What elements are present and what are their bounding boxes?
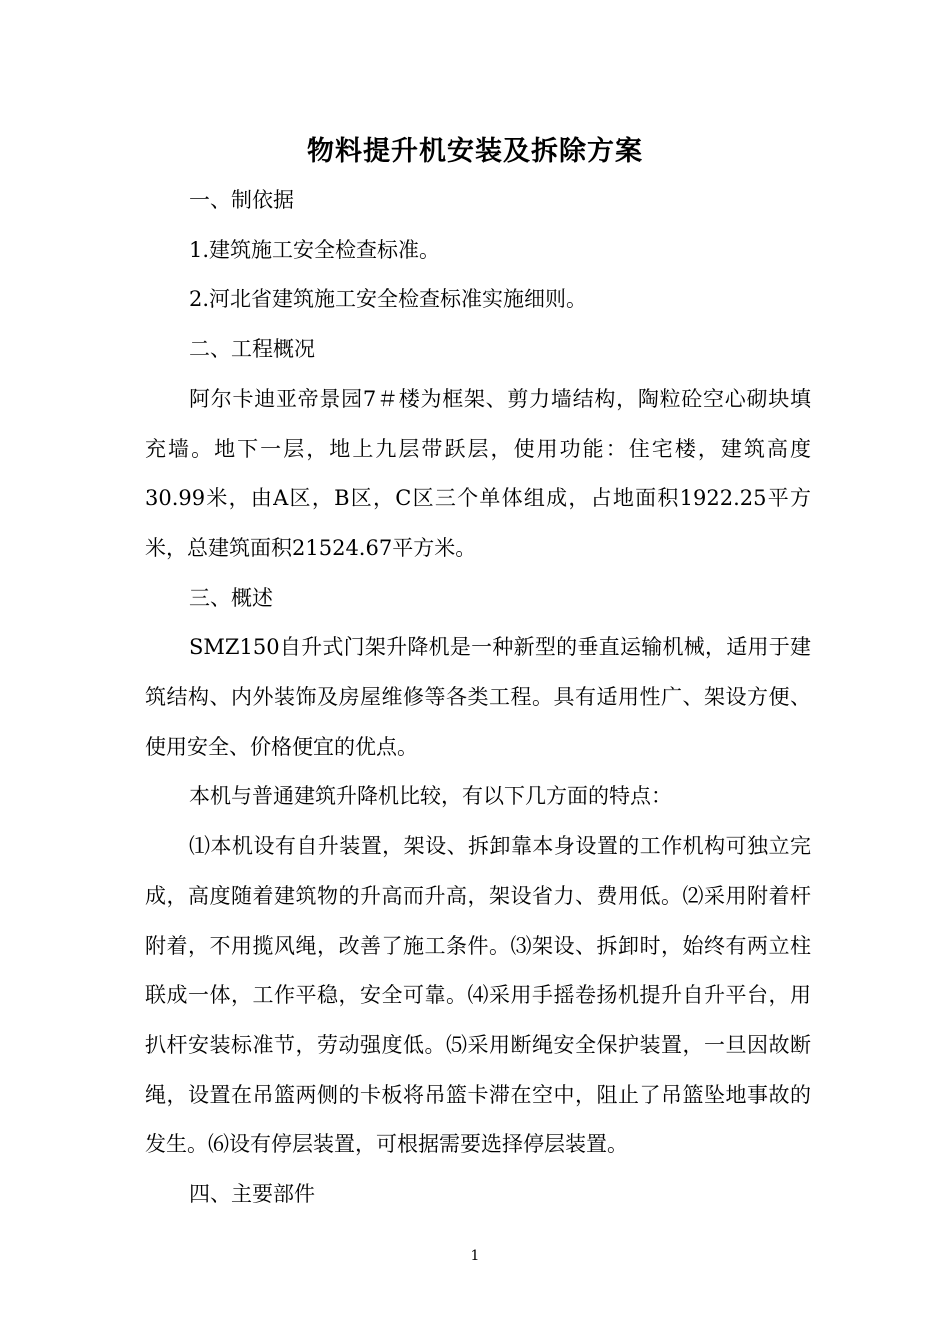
list-item-standard-2: 2.河北省建筑施工安全检查标准实施细则。 [189, 287, 588, 312]
paragraph-project-overview: 阿尔卡迪亚帝景园7＃楼为框架、剪力墙结构，陶粒砼空心砌块填充墙。地下一层，地上九层带跃层，使用功能：住宅楼，建筑高度30.99米，由A区，B区，C区三个单体组成，占地面积1922.25平方米，总建筑面积21524.67平方米。 [145, 386, 811, 560]
list-item-standard-1: 1.建筑施工安全检查标准。 [189, 237, 441, 262]
section-heading-summary: 三、概述 [189, 585, 273, 610]
section-heading-basis: 一、制依据 [189, 188, 294, 212]
section-heading-overview: 二、工程概况 [189, 337, 315, 362]
document-body [145, 176, 811, 1220]
paragraph-comparison-intro: 本机与普通建筑升降机比较，有以下几方面的特点： [189, 784, 672, 809]
document-title: 物料提升机安装及拆除方案 [307, 136, 643, 167]
section-heading-components: 四、主要部件 [189, 1182, 315, 1207]
paragraph-machine-intro: SMZ150自升式门架升降机是一种新型的垂直运输机械，适用于建筑结构、内外装饰及房屋维修等各类工程。具有适用性广、架设方便、使用安全、价格便宜的优点。 [145, 635, 811, 759]
paragraph-features: ⑴本机设有自升装置，架设、拆卸靠本身设置的工作机构可独立完成，高度随着建筑物的升高而升高，架设省力、费用低。⑵采用附着杆附着，不用揽风绳，改善了施工条件。⑶架设、拆卸时，始终有两立柱联成一体，工作平稳，安全可靠。⑷采用手摇卷扬机提升自升平台，用扒杆安装标准节，劳动强度低。⑸采用断绳安全保护装置，一旦因故断绳，设置在吊篮两侧的卡板将吊篮卡滞在空中，阻止了吊篮坠地事故的发生。⑹设有停层装置，可根据需要选择停层装置。 [145, 834, 811, 1157]
page-number: 1 [470, 1248, 480, 1264]
